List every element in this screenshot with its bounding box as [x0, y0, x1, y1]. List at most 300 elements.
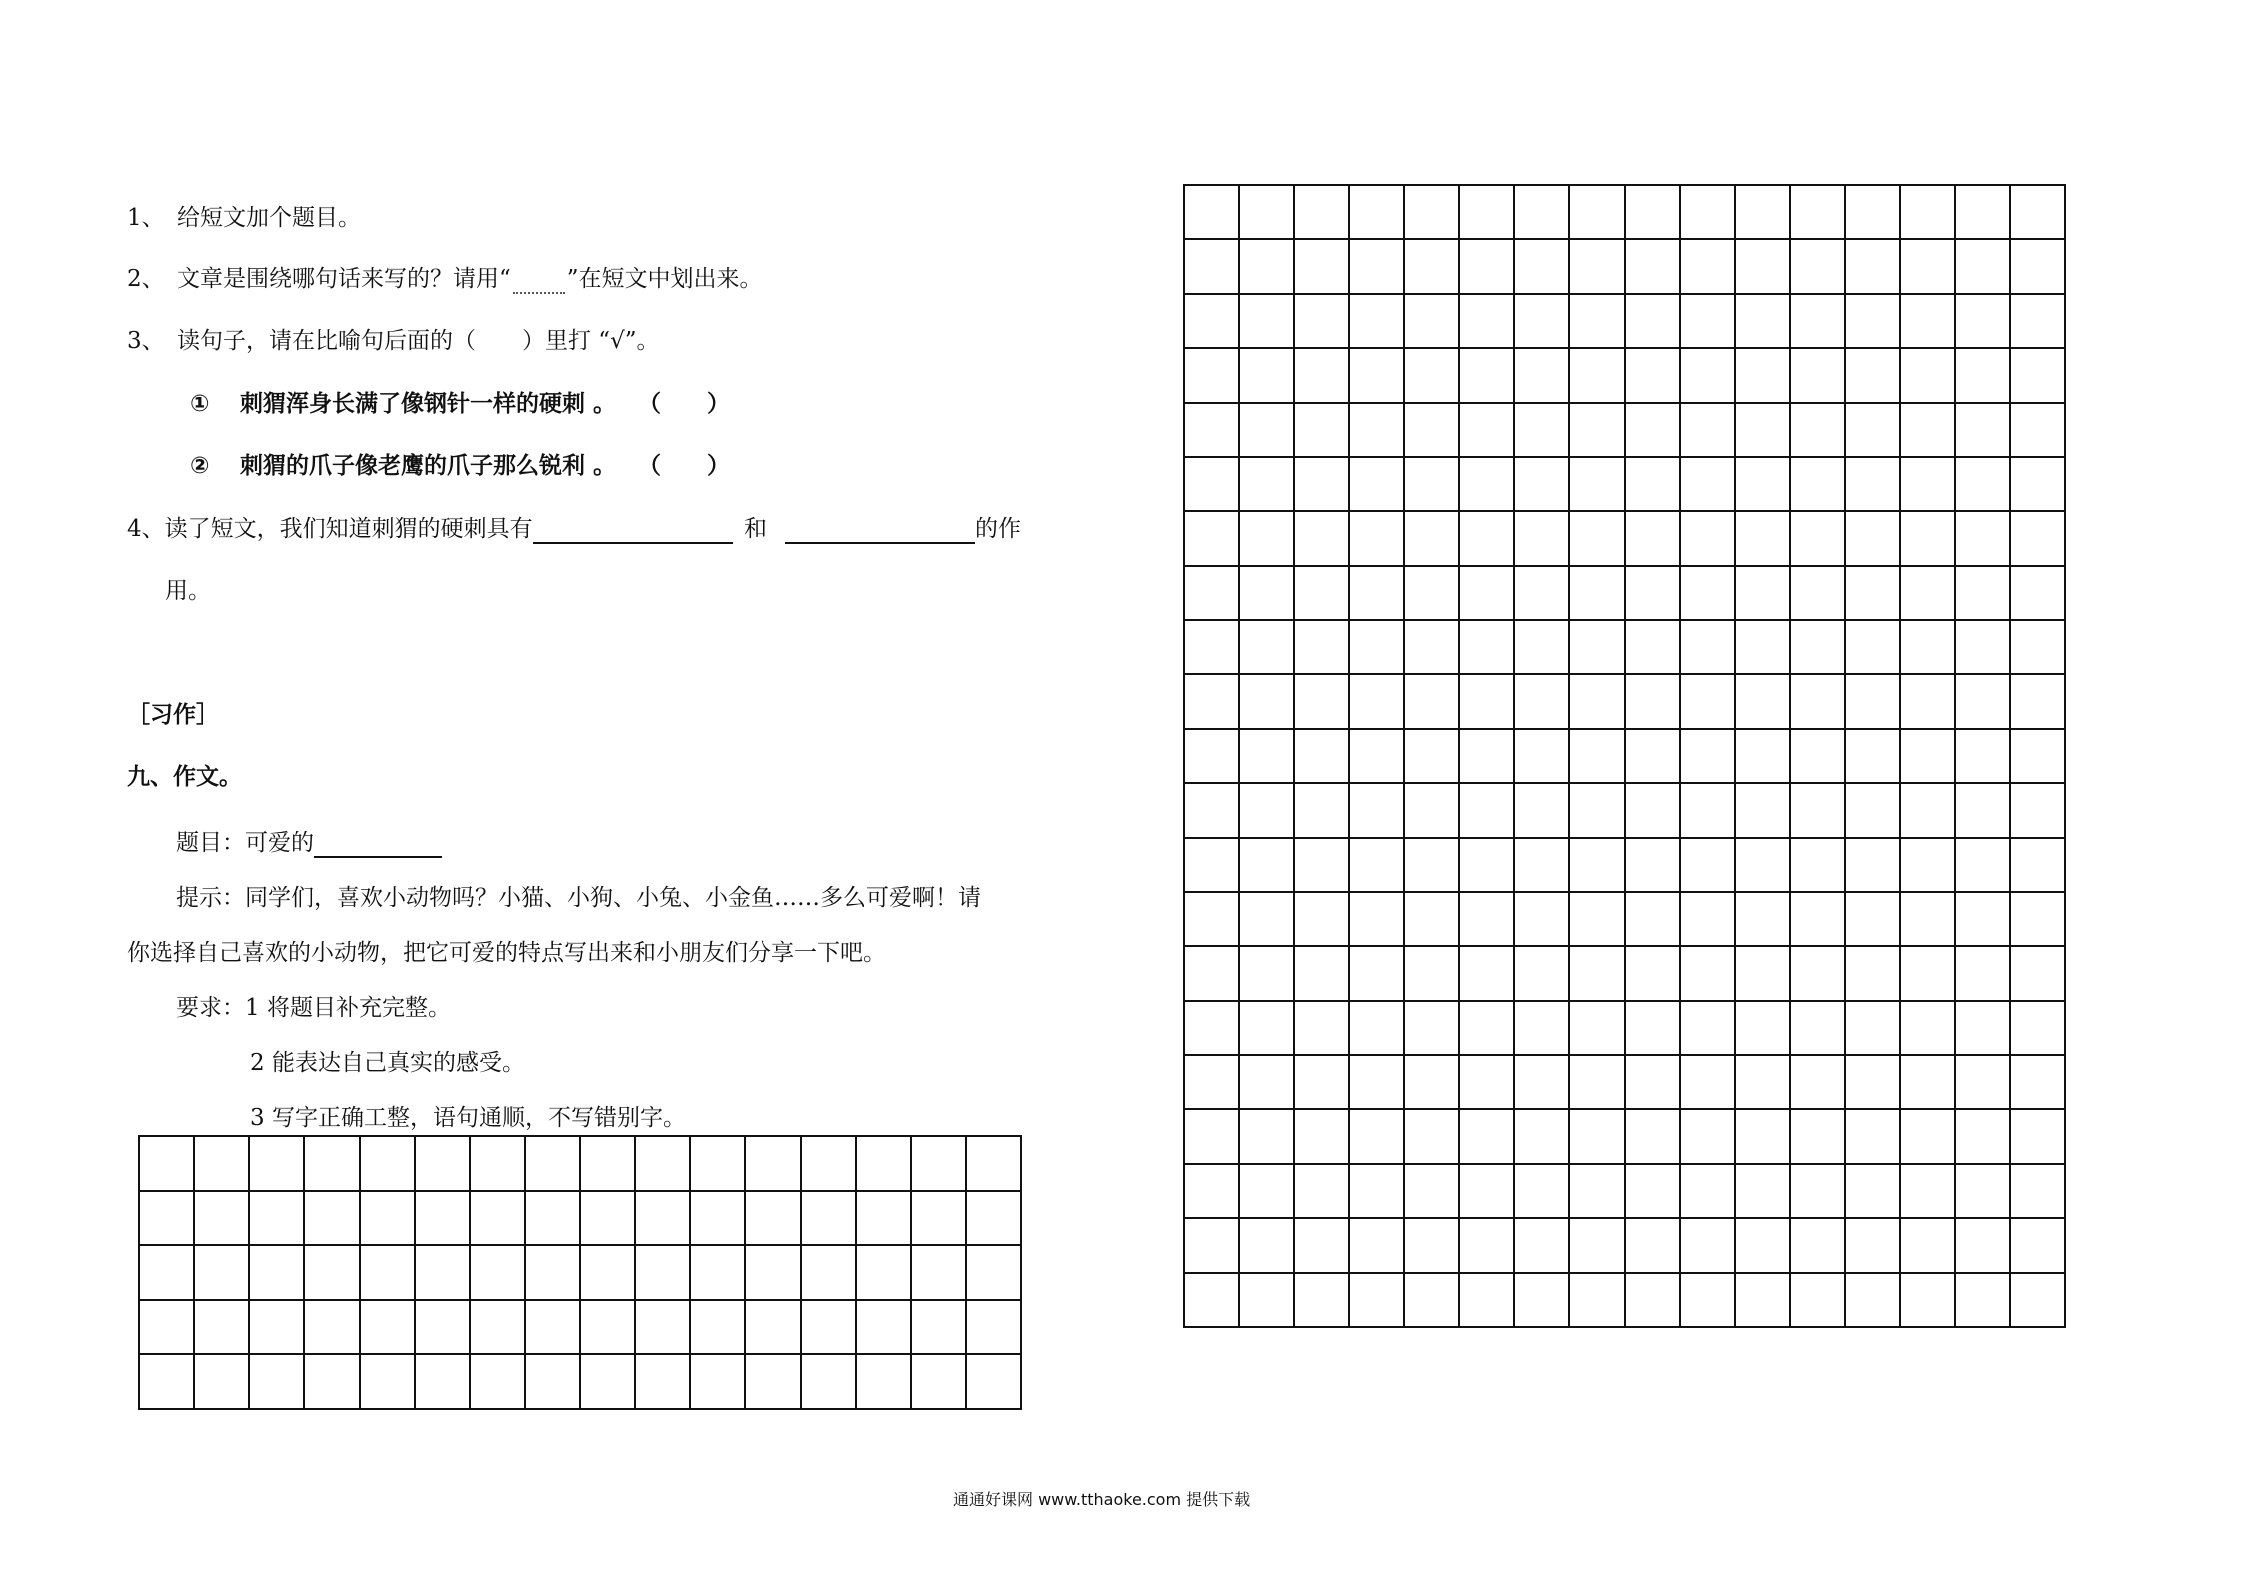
grid-cell[interactable] [2011, 1002, 2066, 1056]
grid-cell[interactable] [746, 1137, 801, 1192]
grid-cell[interactable] [361, 1137, 416, 1192]
grid-cell[interactable] [1295, 458, 1350, 512]
grid-cell[interactable] [1295, 675, 1350, 729]
grid-cell[interactable] [1295, 567, 1350, 621]
grid-cell[interactable] [1626, 1002, 1681, 1056]
grid-cell[interactable] [1185, 730, 1240, 784]
grid-cell[interactable] [1295, 1110, 1350, 1164]
grid-cell[interactable] [802, 1246, 857, 1301]
writing-grid-right[interactable] [1183, 184, 2066, 1328]
grid-cell[interactable] [1846, 186, 1901, 240]
grid-cell[interactable] [857, 1192, 912, 1247]
grid-cell[interactable] [1405, 295, 1460, 349]
grid-cell[interactable] [2011, 186, 2066, 240]
grid-cell[interactable] [1515, 349, 1570, 403]
grid-cell[interactable] [1350, 512, 1405, 566]
grid-cell[interactable] [1626, 730, 1681, 784]
grid-cell[interactable] [195, 1246, 250, 1301]
grid-cell[interactable] [1570, 675, 1625, 729]
grid-cell[interactable] [1791, 567, 1846, 621]
grid-cell[interactable] [1901, 512, 1956, 566]
grid-cell[interactable] [1956, 947, 2011, 1001]
grid-cell[interactable] [1736, 295, 1791, 349]
grid-cell[interactable] [1460, 1002, 1515, 1056]
grid-cell[interactable] [1626, 1274, 1681, 1328]
grid-cell[interactable] [746, 1355, 801, 1410]
grid-cell[interactable] [691, 1246, 746, 1301]
grid-cell[interactable] [1736, 1274, 1791, 1328]
grid-cell[interactable] [361, 1246, 416, 1301]
grid-cell[interactable] [1515, 1274, 1570, 1328]
grid-cell[interactable] [1295, 404, 1350, 458]
grid-cell[interactable] [1185, 349, 1240, 403]
grid-cell[interactable] [1626, 512, 1681, 566]
grid-cell[interactable] [1846, 730, 1901, 784]
grid-cell[interactable] [691, 1301, 746, 1356]
grid-cell[interactable] [1846, 947, 1901, 1001]
grid-cell[interactable] [1185, 512, 1240, 566]
grid-cell[interactable] [1350, 839, 1405, 893]
grid-cell[interactable] [1846, 839, 1901, 893]
grid-cell[interactable] [1846, 1274, 1901, 1328]
grid-cell[interactable] [1185, 458, 1240, 512]
grid-cell[interactable] [1736, 512, 1791, 566]
grid-cell[interactable] [1626, 458, 1681, 512]
grid-cell[interactable] [1405, 512, 1460, 566]
grid-cell[interactable] [1350, 458, 1405, 512]
grid-cell[interactable] [1350, 1110, 1405, 1164]
grid-cell[interactable] [1460, 730, 1515, 784]
grid-cell[interactable] [2011, 1110, 2066, 1164]
grid-cell[interactable] [1515, 186, 1570, 240]
grid-cell[interactable] [967, 1137, 1022, 1192]
grid-cell[interactable] [1240, 1110, 1295, 1164]
grid-cell[interactable] [1350, 295, 1405, 349]
grid-cell[interactable] [1240, 349, 1295, 403]
grid-cell[interactable] [746, 1192, 801, 1247]
grid-cell[interactable] [802, 1301, 857, 1356]
grid-cell[interactable] [1681, 621, 1736, 675]
grid-cell[interactable] [1185, 839, 1240, 893]
grid-cell[interactable] [1350, 730, 1405, 784]
grid-cell[interactable] [1901, 1110, 1956, 1164]
grid-cell[interactable] [2011, 1165, 2066, 1219]
grid-cell[interactable] [1405, 621, 1460, 675]
grid-cell[interactable] [1295, 512, 1350, 566]
grid-cell[interactable] [2011, 404, 2066, 458]
grid-cell[interactable] [1626, 349, 1681, 403]
grid-cell[interactable] [2011, 240, 2066, 294]
grid-cell[interactable] [1515, 1056, 1570, 1110]
grid-cell[interactable] [1185, 947, 1240, 1001]
grid-cell[interactable] [1846, 1110, 1901, 1164]
grid-cell[interactable] [1681, 1219, 1736, 1273]
grid-cell[interactable] [1901, 567, 1956, 621]
grid-cell[interactable] [1185, 1002, 1240, 1056]
grid-cell[interactable] [1240, 1274, 1295, 1328]
grid-cell[interactable] [1460, 1165, 1515, 1219]
grid-cell[interactable] [1901, 186, 1956, 240]
grid-cell[interactable] [305, 1246, 360, 1301]
grid-cell[interactable] [1350, 784, 1405, 838]
grid-cell[interactable] [1791, 1165, 1846, 1219]
grid-cell[interactable] [1901, 893, 1956, 947]
grid-cell[interactable] [1515, 240, 1570, 294]
grid-cell[interactable] [1460, 947, 1515, 1001]
grid-cell[interactable] [1185, 675, 1240, 729]
grid-cell[interactable] [526, 1137, 581, 1192]
grid-cell[interactable] [1846, 1002, 1901, 1056]
grid-cell[interactable] [1405, 1219, 1460, 1273]
grid-cell[interactable] [1570, 458, 1625, 512]
grid-cell[interactable] [1185, 295, 1240, 349]
grid-cell[interactable] [1681, 893, 1736, 947]
grid-cell[interactable] [1240, 1219, 1295, 1273]
grid-cell[interactable] [1901, 621, 1956, 675]
grid-cell[interactable] [1956, 621, 2011, 675]
grid-cell[interactable] [1626, 839, 1681, 893]
grid-cell[interactable] [1240, 295, 1295, 349]
grid-cell[interactable] [1460, 404, 1515, 458]
grid-cell[interactable] [746, 1246, 801, 1301]
grid-cell[interactable] [1240, 458, 1295, 512]
grid-cell[interactable] [1295, 893, 1350, 947]
grid-cell[interactable] [250, 1301, 305, 1356]
grid-cell[interactable] [1515, 1002, 1570, 1056]
grid-cell[interactable] [1515, 675, 1570, 729]
grid-cell[interactable] [1295, 349, 1350, 403]
grid-cell[interactable] [1956, 1165, 2011, 1219]
grid-cell[interactable] [1901, 295, 1956, 349]
grid-cell[interactable] [1681, 1056, 1736, 1110]
grid-cell[interactable] [1405, 458, 1460, 512]
grid-cell[interactable] [1405, 839, 1460, 893]
grid-cell[interactable] [1791, 349, 1846, 403]
grid-cell[interactable] [1570, 621, 1625, 675]
grid-cell[interactable] [912, 1137, 967, 1192]
grid-cell[interactable] [1295, 1219, 1350, 1273]
grid-cell[interactable] [1791, 1110, 1846, 1164]
grid-cell[interactable] [691, 1137, 746, 1192]
grid-cell[interactable] [2011, 295, 2066, 349]
grid-cell[interactable] [1956, 1219, 2011, 1273]
grid-cell[interactable] [471, 1301, 526, 1356]
grid-cell[interactable] [1240, 186, 1295, 240]
grid-cell[interactable] [1791, 730, 1846, 784]
grid-cell[interactable] [1570, 295, 1625, 349]
grid-cell[interactable] [1956, 839, 2011, 893]
grid-cell[interactable] [1350, 404, 1405, 458]
grid-cell[interactable] [581, 1192, 636, 1247]
answer-blank-2[interactable] [785, 518, 975, 544]
grid-cell[interactable] [912, 1301, 967, 1356]
grid-cell[interactable] [857, 1301, 912, 1356]
grid-cell[interactable] [416, 1355, 471, 1410]
grid-cell[interactable] [1350, 1002, 1405, 1056]
grid-cell[interactable] [1791, 186, 1846, 240]
grid-cell[interactable] [636, 1137, 691, 1192]
grid-cell[interactable] [1405, 675, 1460, 729]
grid-cell[interactable] [636, 1192, 691, 1247]
grid-cell[interactable] [1570, 1274, 1625, 1328]
grid-cell[interactable] [1956, 349, 2011, 403]
grid-cell[interactable] [526, 1246, 581, 1301]
grid-cell[interactable] [691, 1355, 746, 1410]
grid-cell[interactable] [1901, 1219, 1956, 1273]
grid-cell[interactable] [1515, 730, 1570, 784]
grid-cell[interactable] [1956, 1002, 2011, 1056]
grid-cell[interactable] [1736, 1056, 1791, 1110]
grid-cell[interactable] [802, 1137, 857, 1192]
grid-cell[interactable] [1626, 404, 1681, 458]
grid-cell[interactable] [1405, 1002, 1460, 1056]
grid-cell[interactable] [1901, 1165, 1956, 1219]
grid-cell[interactable] [1515, 893, 1570, 947]
grid-cell[interactable] [1405, 893, 1460, 947]
grid-cell[interactable] [1460, 567, 1515, 621]
grid-cell[interactable] [1791, 675, 1846, 729]
grid-cell[interactable] [1791, 295, 1846, 349]
grid-cell[interactable] [1681, 1165, 1736, 1219]
grid-cell[interactable] [1240, 730, 1295, 784]
grid-cell[interactable] [581, 1301, 636, 1356]
grid-cell[interactable] [1405, 947, 1460, 1001]
grid-cell[interactable] [1956, 458, 2011, 512]
grid-cell[interactable] [1901, 458, 1956, 512]
grid-cell[interactable] [1240, 567, 1295, 621]
grid-cell[interactable] [1736, 186, 1791, 240]
grid-cell[interactable] [1350, 1274, 1405, 1328]
grid-cell[interactable] [1240, 1165, 1295, 1219]
grid-cell[interactable] [1405, 186, 1460, 240]
grid-cell[interactable] [1570, 730, 1625, 784]
grid-cell[interactable] [1736, 1219, 1791, 1273]
grid-cell[interactable] [1626, 893, 1681, 947]
grid-cell[interactable] [1295, 1056, 1350, 1110]
grid-cell[interactable] [1901, 349, 1956, 403]
grid-cell[interactable] [1460, 1219, 1515, 1273]
grid-cell[interactable] [1295, 784, 1350, 838]
grid-cell[interactable] [636, 1355, 691, 1410]
grid-cell[interactable] [1185, 1219, 1240, 1273]
grid-cell[interactable] [140, 1301, 195, 1356]
grid-cell[interactable] [1681, 404, 1736, 458]
grid-cell[interactable] [471, 1355, 526, 1410]
grid-cell[interactable] [1515, 784, 1570, 838]
grid-cell[interactable] [1681, 1110, 1736, 1164]
grid-cell[interactable] [1846, 458, 1901, 512]
grid-cell[interactable] [802, 1355, 857, 1410]
grid-cell[interactable] [1240, 1056, 1295, 1110]
grid-cell[interactable] [1295, 1002, 1350, 1056]
grid-cell[interactable] [1185, 186, 1240, 240]
grid-cell[interactable] [250, 1246, 305, 1301]
grid-cell[interactable] [250, 1137, 305, 1192]
grid-cell[interactable] [1240, 1002, 1295, 1056]
grid-cell[interactable] [581, 1246, 636, 1301]
grid-cell[interactable] [1515, 567, 1570, 621]
grid-cell[interactable] [1515, 1110, 1570, 1164]
grid-cell[interactable] [361, 1192, 416, 1247]
grid-cell[interactable] [1240, 512, 1295, 566]
grid-cell[interactable] [1185, 1165, 1240, 1219]
grid-cell[interactable] [140, 1246, 195, 1301]
grid-cell[interactable] [1901, 1274, 1956, 1328]
grid-cell[interactable] [526, 1192, 581, 1247]
grid-cell[interactable] [1681, 349, 1736, 403]
grid-cell[interactable] [2011, 1056, 2066, 1110]
grid-cell[interactable] [1626, 621, 1681, 675]
grid-cell[interactable] [1460, 512, 1515, 566]
grid-cell[interactable] [967, 1246, 1022, 1301]
grid-cell[interactable] [1956, 730, 2011, 784]
grid-cell[interactable] [2011, 730, 2066, 784]
grid-cell[interactable] [1846, 784, 1901, 838]
grid-cell[interactable] [1350, 240, 1405, 294]
grid-cell[interactable] [2011, 839, 2066, 893]
grid-cell[interactable] [2011, 893, 2066, 947]
grid-cell[interactable] [1350, 1056, 1405, 1110]
grid-cell[interactable] [857, 1246, 912, 1301]
grid-cell[interactable] [1626, 567, 1681, 621]
grid-cell[interactable] [1350, 1165, 1405, 1219]
grid-cell[interactable] [967, 1192, 1022, 1247]
grid-cell[interactable] [1846, 621, 1901, 675]
grid-cell[interactable] [1626, 675, 1681, 729]
grid-cell[interactable] [1295, 621, 1350, 675]
grid-cell[interactable] [1295, 295, 1350, 349]
grid-cell[interactable] [361, 1301, 416, 1356]
grid-cell[interactable] [305, 1137, 360, 1192]
grid-cell[interactable] [140, 1137, 195, 1192]
grid-cell[interactable] [1240, 947, 1295, 1001]
grid-cell[interactable] [1681, 784, 1736, 838]
grid-cell[interactable] [1626, 295, 1681, 349]
grid-cell[interactable] [416, 1137, 471, 1192]
grid-cell[interactable] [1185, 1274, 1240, 1328]
grid-cell[interactable] [1791, 512, 1846, 566]
grid-cell[interactable] [1405, 730, 1460, 784]
grid-cell[interactable] [1791, 1274, 1846, 1328]
grid-cell[interactable] [691, 1192, 746, 1247]
grid-cell[interactable] [1901, 730, 1956, 784]
grid-cell[interactable] [1736, 458, 1791, 512]
grid-cell[interactable] [1515, 1219, 1570, 1273]
grid-cell[interactable] [1570, 893, 1625, 947]
grid-cell[interactable] [195, 1137, 250, 1192]
grid-cell[interactable] [1791, 404, 1846, 458]
grid-cell[interactable] [912, 1355, 967, 1410]
grid-cell[interactable] [857, 1137, 912, 1192]
grid-cell[interactable] [1570, 1110, 1625, 1164]
grid-cell[interactable] [1570, 567, 1625, 621]
grid-cell[interactable] [1791, 1002, 1846, 1056]
grid-cell[interactable] [1901, 784, 1956, 838]
grid-cell[interactable] [1405, 1165, 1460, 1219]
grid-cell[interactable] [1736, 1110, 1791, 1164]
grid-cell[interactable] [2011, 621, 2066, 675]
grid-cell[interactable] [2011, 1274, 2066, 1328]
grid-cell[interactable] [1956, 1274, 2011, 1328]
grid-cell[interactable] [1846, 1219, 1901, 1273]
grid-cell[interactable] [2011, 784, 2066, 838]
grid-cell[interactable] [1240, 675, 1295, 729]
grid-cell[interactable] [1736, 404, 1791, 458]
grid-cell[interactable] [1350, 947, 1405, 1001]
grid-cell[interactable] [1736, 784, 1791, 838]
grid-cell[interactable] [1515, 839, 1570, 893]
grid-cell[interactable] [1405, 567, 1460, 621]
grid-cell[interactable] [1515, 295, 1570, 349]
grid-cell[interactable] [526, 1301, 581, 1356]
grid-cell[interactable] [1405, 1110, 1460, 1164]
grid-cell[interactable] [1956, 295, 2011, 349]
grid-cell[interactable] [195, 1355, 250, 1410]
grid-cell[interactable] [1846, 295, 1901, 349]
grid-cell[interactable] [1295, 186, 1350, 240]
grid-cell[interactable] [1681, 512, 1736, 566]
grid-cell[interactable] [305, 1355, 360, 1410]
grid-cell[interactable] [1736, 893, 1791, 947]
item-2-answer-parens[interactable]: （ ） [638, 453, 731, 479]
grid-cell[interactable] [1460, 675, 1515, 729]
grid-cell[interactable] [1405, 349, 1460, 403]
item-1-answer-parens[interactable]: （ ） [638, 391, 731, 417]
grid-cell[interactable] [1460, 186, 1515, 240]
grid-cell[interactable] [1570, 186, 1625, 240]
grid-cell[interactable] [1736, 621, 1791, 675]
grid-cell[interactable] [1956, 240, 2011, 294]
grid-cell[interactable] [1570, 1056, 1625, 1110]
grid-cell[interactable] [1736, 675, 1791, 729]
answer-blank-1[interactable] [533, 518, 733, 544]
grid-cell[interactable] [1515, 1165, 1570, 1219]
grid-cell[interactable] [1626, 1165, 1681, 1219]
grid-cell[interactable] [1846, 893, 1901, 947]
grid-cell[interactable] [1736, 730, 1791, 784]
grid-cell[interactable] [802, 1192, 857, 1247]
grid-cell[interactable] [1570, 1219, 1625, 1273]
grid-cell[interactable] [2011, 458, 2066, 512]
grid-cell[interactable] [195, 1301, 250, 1356]
grid-cell[interactable] [250, 1355, 305, 1410]
topic-blank[interactable] [314, 832, 442, 858]
grid-cell[interactable] [1350, 349, 1405, 403]
grid-cell[interactable] [1460, 1056, 1515, 1110]
grid-cell[interactable] [1460, 1110, 1515, 1164]
grid-cell[interactable] [1460, 458, 1515, 512]
grid-cell[interactable] [1460, 240, 1515, 294]
grid-cell[interactable] [1681, 1002, 1736, 1056]
grid-cell[interactable] [1240, 839, 1295, 893]
grid-cell[interactable] [1185, 1056, 1240, 1110]
grid-cell[interactable] [1240, 893, 1295, 947]
grid-cell[interactable] [1185, 784, 1240, 838]
grid-cell[interactable] [1350, 621, 1405, 675]
grid-cell[interactable] [2011, 567, 2066, 621]
grid-cell[interactable] [1515, 404, 1570, 458]
grid-cell[interactable] [1626, 947, 1681, 1001]
grid-cell[interactable] [1901, 1056, 1956, 1110]
grid-cell[interactable] [2011, 1219, 2066, 1273]
grid-cell[interactable] [912, 1246, 967, 1301]
grid-cell[interactable] [1956, 675, 2011, 729]
grid-cell[interactable] [1791, 621, 1846, 675]
grid-cell[interactable] [1515, 947, 1570, 1001]
grid-cell[interactable] [1846, 675, 1901, 729]
grid-cell[interactable] [1240, 621, 1295, 675]
grid-cell[interactable] [195, 1192, 250, 1247]
